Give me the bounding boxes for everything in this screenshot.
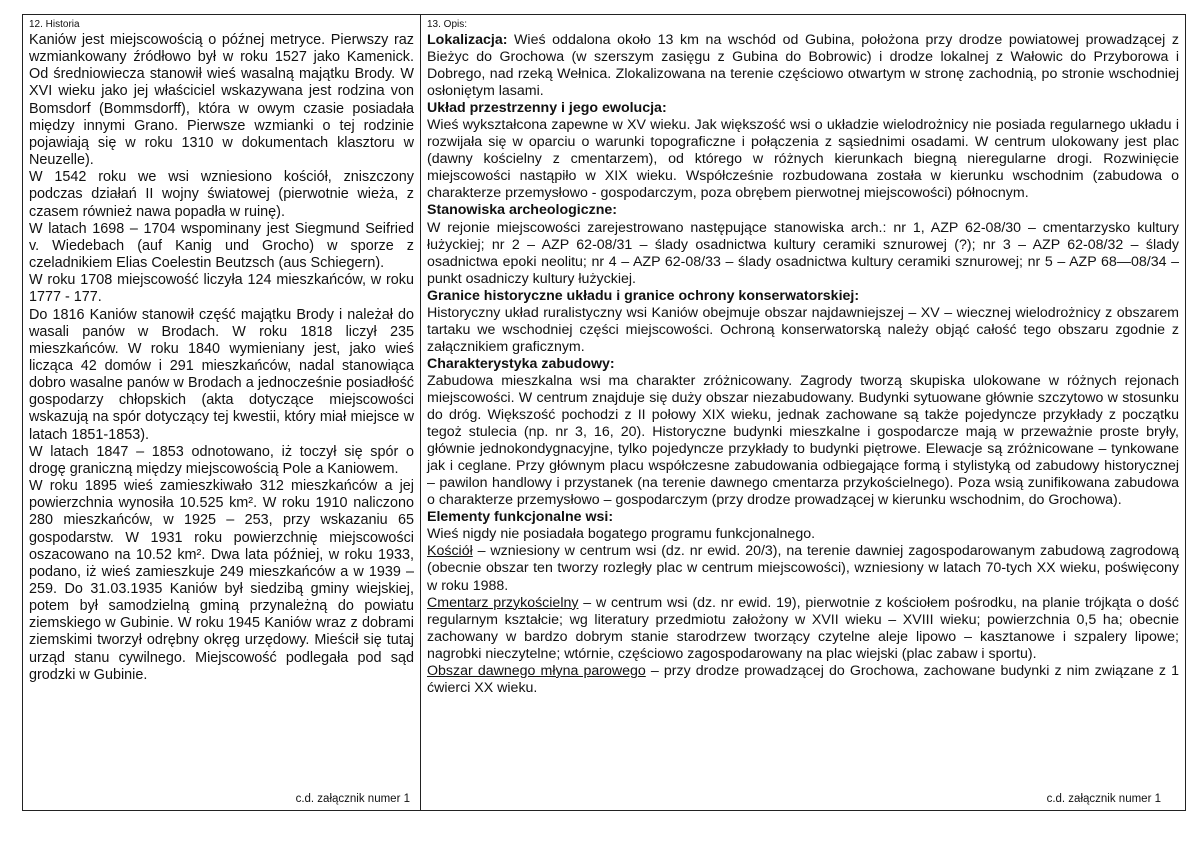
location-paragraph (427, 32, 1179, 100)
section-text-boundaries: Historyczny układ ruralistyczny wsi Kaniów obejmuje obszar najdawniejszej – XV – wiecznej wielodrożnicy z obszarem tartaku we wschodniej części miejscowości. Ochroną konserwatorską należy objąć całość tego obszaru zgodnie z załącznikiem graficznym. (427, 304, 1179, 355)
item-cemetery-text: – w centrum wsi (dz. nr ewid. 19), pierwotnie z kościołem pośrodku, na planie trójkąta o dość regularnym kształcie; wg literatury przedmiotu założony w XVII wieku – XVIII wieku; powierzchnia 0,5 ha; obecnie zachowany w bardzo dobrym stanie starodrzew tworzący czytelne aleje lipowo – kasztanowe i szpalery lipowe; nagrobki nieczytelne; wtórnie, częściowo zagospodarowany na plac wiejski (plac zabaw i sportu). (427, 594, 1179, 662)
section-title-boundaries: Granice historyczne układu i granice ochrony konserwatorskiej: (427, 287, 860, 304)
section-title-archaeology: Stanowiska archeologiczne: (427, 202, 618, 219)
history-label: 12. Historia (29, 19, 80, 30)
history-column (23, 15, 421, 810)
item-cemetery-term: Cmentarz przykościelny (427, 594, 579, 611)
item-mill-term: Obszar dawnego młyna parowego (427, 662, 646, 679)
document-sheet (22, 14, 1186, 811)
item-church (427, 543, 1179, 594)
description-column (421, 15, 1185, 810)
section-title-buildings: Charakterystyka zabudowy: (427, 355, 615, 372)
section-title-layout: Układ przestrzenny i jego ewolucja: (427, 100, 667, 117)
description-footer-note: c.d. załącznik numer 1 (1046, 793, 1161, 805)
section-text-layout: Wieś wykształcona zapewne w XV wieku. Jak większość wsi o układzie wielodrożnicy nie posiada regularnego układu i rozwijała się w oparciu o warunki topograficzne i połączenia z sąsiednimi osadami. W centrum ulokowany jest plac (dawny kościelny z cmentarzem), od którego w różnych kierunkach biegną nieregularne drogi. Rozwinięcie miejscowości nastąpiło w XIX wieku. Współcześnie rozbudowana została w kierunku wschodnim (zabudowa o charakterze przemysłowo - gospodarczym, poza obrębem pierwotnej miejscowości) północnym. (427, 117, 1179, 202)
history-paragraph: Do 1816 Kaniów stanowił część majątku Brody i należał do wasali panów w Brodach. W roku 1818 liczył 235 mieszkańców. W roku 1840 wymieniany jest, jako wieś licząca 42 domów i 291 mieszkańców, nadal stanowiąca dobro wasalne panów w Brodach a jednocześnie posiadłość gospodarzy chłopskich (akta dotyczące miejscowości wskazują na spór dotyczący tej kwestii, który miał miejsce w latach 1851-1853). (29, 306, 414, 443)
description-text (427, 32, 1179, 697)
history-paragraph: W roku 1895 wieś zamieszkiwało 312 mieszkańców a jej powierzchnia wynosiła 10.525 km². W roku 1910 naliczono 280 mieszkańców, w 1925 – 253, przy wskazaniu 65 gospodarstw. W 1931 roku powierzchnię miejscowości oszacowano na 10.52 km². Dwa lata później, w roku 1933, podano, iż wieś zamieszkuje 249 mieszkańców a w 1939 – 259. Do 31.03.1935 Kaniów był siedzibą gminy wiejskiej, potem był samodzielną gminą przynależną do powiatu ziemskiego w Gubinie. W roku 1945 Kaniów wraz z dobrami ziemskimi tworzył odrębny okręg urzędowy. Mieścił się tutaj urząd stanu cywilnego. Miejscowość podlegała pod sąd grodzki w Gubinie. (29, 478, 414, 683)
history-paragraph: W roku 1708 miejscowość liczyła 124 mieszkańców, w roku 1777 - 177. (29, 272, 414, 306)
item-cemetery (427, 595, 1179, 663)
history-paragraph: W latach 1698 – 1704 wspominany jest Siegmund Seifried v. Wiedebach (auf Kanig und Grocho) w sporze z czeladnikiem Elias Coelestin Beutzsch (aus Schiegern). (29, 220, 414, 272)
item-mill (427, 663, 1179, 697)
history-footer-note: c.d. załącznik numer 1 (295, 793, 410, 805)
section-text-archaeology: W rejonie miejscowości zarejestrowano następujące stanowiska arch.: nr 1, AZP 62-08/30 – cmentarzysko kultury łużyckiej; nr 2 – AZP 62-08/31 – ślady osadnictwa kultury ceramiki sznurowej (?); nr 3 – AZP 62-08/32 – ślady osadnictwa epoki neolitu; nr 4 – AZP 62-08/33 – ślady osadnictwa kultury ceramiki sznurowej; nr 5 – AZP 68—08/34 – punkt osadniczy kultury łużyckiej. (427, 219, 1179, 287)
history-paragraph: W latach 1847 – 1853 odnotowano, iż toczył się spór o drogę graniczną między miejscowością Pole a Kaniowem. (29, 443, 414, 477)
location-text: Wieś oddalona około 13 km na wschód od Gubina, położona przy drodze powiatowej prowadzącej z Bieżyc do Grochowa (w szerszym zasięgu z Gubina do Bobrowic) i drodze lokalnej z Wałowic do Przyborowa i Dobrego, nad rzeką Wełnica. Zlokalizowana na terenie częściowo otwartym w stronę zachodnią, po stronie wschodniej osłoniętym lasami. (427, 32, 1179, 100)
description-label: 13. Opis: (427, 19, 468, 30)
history-paragraph: Kaniów jest miejscowością o późnej metryce. Pierwszy raz wzmiankowany źródłowo był w roku 1527 jako Kamenick. Od średniowiecza stanowił wieś wasalną majątku Brody. W XVI wieku jako jej właściciel wskazywana jest rodzina von Bomsdorf (Bommsdorff), która w owym czasie posiadała między innymi Grano. Pierwsze wzmianki o tej rodzinie pojawiają się w roku 1310 w dokumentach klasztoru w Neuzelle). (29, 32, 414, 169)
history-paragraph: W 1542 roku we wsi wzniesiono kościół, zniszczony podczas działań II wojny światowej (pierwotnie wieża, z czasem również nawa popadła w ruinę). (29, 169, 414, 220)
item-mill-text: – przy drodze prowadzącej do Grochowa, zachowane budynki z nim związane z 1 ćwierci XX wieku. (427, 662, 1179, 696)
section-text-functional: Wieś nigdy nie posiadała bogatego programu funkcjonalnego. (427, 526, 816, 543)
item-church-term: Kościół (427, 543, 473, 560)
item-church-text: – wzniesiony w centrum wsi (dz. nr ewid. 20/3), na terenie dawniej zagospodarowanym zabudową zagrodową (obecnie obszar ten tworzy rozległy plac w centrum miejscowości), wzniesiony w latach 70-tych XX wieku, poświęcony w roku 1988. (427, 543, 1179, 594)
history-text (29, 32, 414, 684)
section-title-functional: Elementy funkcjonalne wsi: (427, 509, 614, 526)
location-heading: Lokalizacja: (427, 32, 508, 48)
section-text-buildings: Zabudowa mieszkalna wsi ma charakter zróżnicowany. Zagrody tworzą skupiska ulokowane w różnych rejonach miejscowości. W centrum znajduje się duży obszar niezabudowany. Budynki sytuowane głównie szczytowo w stosunku do dróg. Większość pochodzi z II połowy XIX wieku, jednak zachowane są także pojedyncze przykłady z początku tegoż stulecia (np. nr 3, 16, 20). Historyczne budynki mieszkalne i gospodarcze mają w przeważnie proste bryły, głównie jednokondygnacyjne, tylko pojedyncze przykłady to budynki piętrowe. Elewacje są zróżnicowane – tynkowane jak i ceglane. Przy głównym placu współczesne zabudowania odbiegające formą i stylistyką od zabudowy historycznej – pawilon handlowy i przystanek (na terenie dawnego cmentarza przykościelnego). Poza wsią zunifikowana zabudowa o charakterze przemysłowo – gospodarczym (przy drodze prowadzącej w kierunku wschodnim, do Grochowa). (427, 372, 1179, 509)
